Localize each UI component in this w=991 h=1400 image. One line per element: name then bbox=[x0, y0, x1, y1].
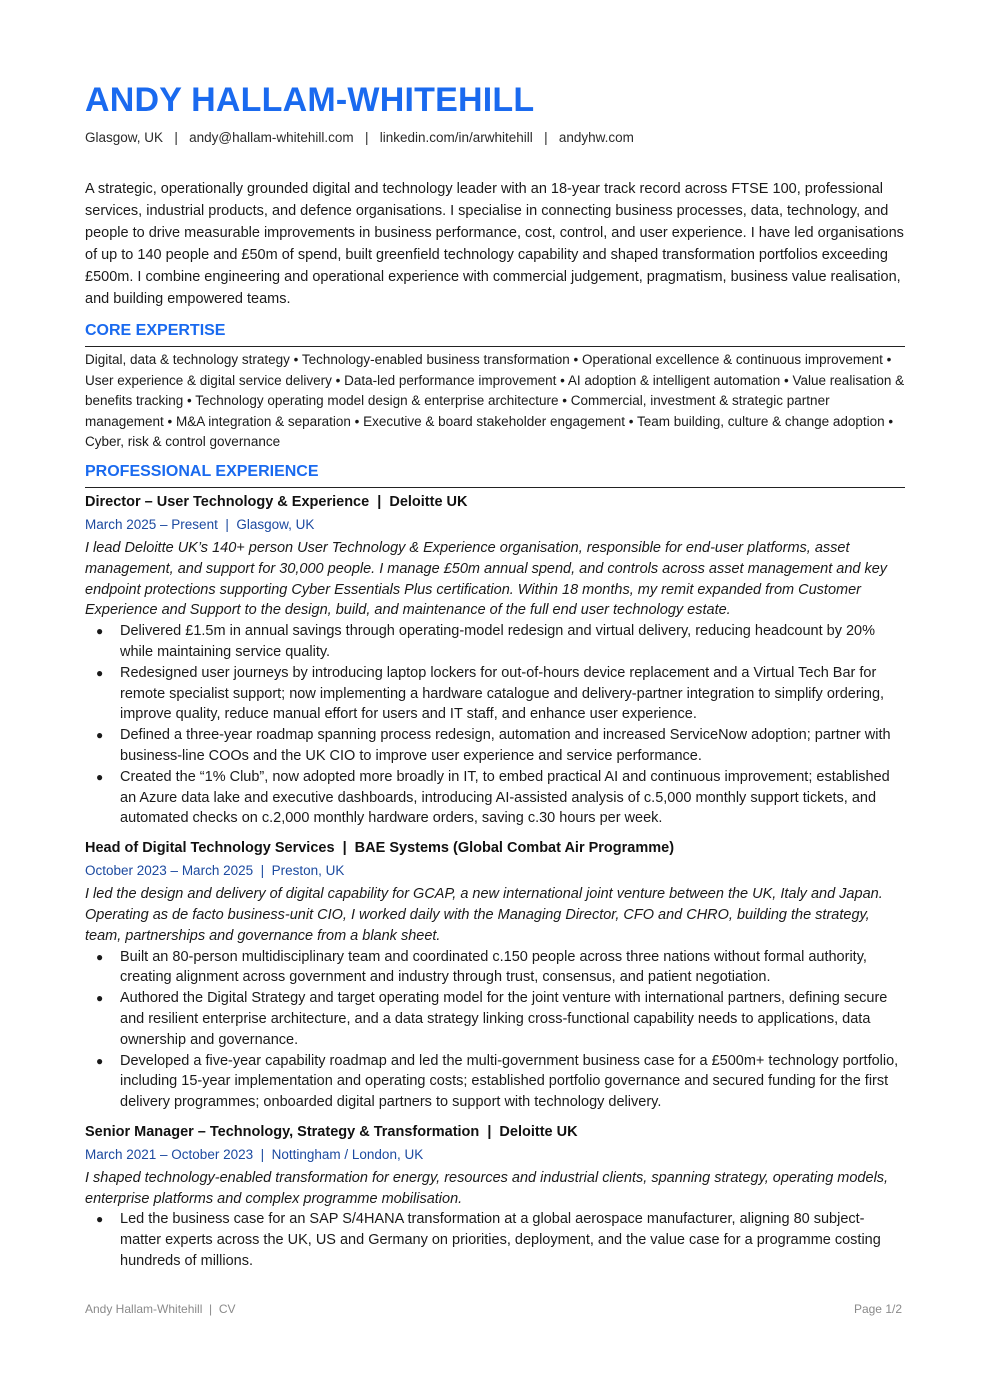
job-title: Director – User Technology & Experience | Deloitte UK bbox=[85, 493, 468, 510]
contact-separator: | bbox=[364, 130, 369, 145]
profile-summary: A strategic, operationally grounded digital and technology leader with an 18-year track record across FTSE 100, professional services, industrial products, and defence organisations. I specialise in connecting business processes, data, technology, and people to drive measurable improvements in business performance, cost, control, and user experience. I have led organisations of up to 140 people and £50m of spend, built greenfield technology capability and shaped transformation portfolios exceeding £500m. I combine engineering and operational experience with commercial judgement, pragmatism, business value realisation, and building empowered teams. bbox=[85, 181, 904, 307]
section-heading-core-expertise: CORE EXPERTISE bbox=[85, 320, 905, 347]
achievement-item: ● Led the business case for an SAP S/4HANA transformation at a global aerospace manufacturer, aligning 80 subject-matter experts across the UK, US and Germany on priorities, deployment, and the value case for a programme costing hundreds of millions. bbox=[96, 1211, 881, 1270]
contact-line bbox=[85, 129, 905, 147]
achievement-item: ● Authored the Digital Strategy and target operating model for the joint venture with international partners, defining secure and resilient enterprise architecture, and a data strategy linking cross-functional capability needs to applications, data ownership and governance. bbox=[96, 990, 888, 1048]
contact-email[interactable]: andy@hallam-whitehill.com bbox=[189, 130, 354, 145]
achievement-item: ● Redesigned user journeys by introducing laptop lockers for out-of-hours device replacement and a Virtual Tech Bar for remote specialist support; now implementing a hardware catalogue and delivery-partner integration to simplify ordering, improve quality, reduce manual effort for users and IT staff, and enhance user experience. bbox=[96, 664, 885, 723]
bullet-icon: ● bbox=[96, 769, 104, 784]
job-entry bbox=[85, 493, 905, 829]
job-summary: I shaped technology-enabled transformation for energy, resources and industrial clients, spanning strategy, operating models, enterprise platforms and complex programme mobilisation. bbox=[85, 1169, 889, 1207]
page-footer bbox=[85, 1302, 902, 1316]
footer-page-number: Page 1/2 bbox=[853, 1302, 902, 1316]
contact-linkedin[interactable]: linkedin.com/in/arwhitehill bbox=[379, 130, 533, 145]
achievement-item: ● Developed a five-year capability roadmap and led the multi-government business case for a £500m+ technology portfolio, including 15-year implementation and operating costs; established portfolio governance and secured funding for the first delivery programmes; onboarded digital partners to support with technology delivery. bbox=[96, 1052, 899, 1111]
job-dates-location: March 2025 – Present | Glasgow, UK bbox=[85, 516, 315, 532]
candidate-name: ANDY HALLAM-WHITEHILL bbox=[85, 81, 535, 119]
core-expertise-list: Digital, data & technology strategy • Technology-enabled business transformation • Operational excellence & continuous improvement • User experience & digital service delivery • Data-led performance improvement • AI adoption & intelligent automation • Value realisation & benefits tracking • Technology operating model design & enterprise architecture • Commercial, investment & strategic partner management • M&A integration & separation • Executive & board stakeholder engagement • Team building, culture & change adoption • Cyber, risk & control governance bbox=[85, 352, 905, 450]
job-achievements bbox=[85, 621, 905, 829]
contact-website[interactable]: andyhw.com bbox=[558, 130, 634, 145]
bullet-icon: ● bbox=[96, 991, 104, 1006]
job-dates-location: March 2021 – October 2023 | Nottingham / London, UK bbox=[85, 1146, 424, 1162]
achievement-item: ● Delivered £1.5m in annual savings through operating-model redesign and virtual delivery, reducing headcount by 20% while maintaining service quality. bbox=[96, 623, 875, 660]
bullet-icon: ● bbox=[96, 1053, 104, 1068]
bullet-icon: ● bbox=[96, 624, 104, 639]
footer-document-label: Andy Hallam-Whitehill | CV bbox=[85, 1302, 236, 1316]
job-summary: I lead Deloitte UK’s 140+ person User Technology & Experience organisation, responsible for end-user platforms, asset management, and support for 30,000 people. I manage £50m annual spend, and controls across asset management and key endpoint protections supporting Cyber Essentials Plus certification. Within 18 months, my remit expanded from Customer Experience and Support to the design, build, and maintenance of the full end user technology estate. bbox=[85, 539, 888, 619]
job-entry bbox=[85, 1123, 905, 1272]
achievement-item: ● Built an 80-person multidisciplinary team and coordinated c.150 people across three nations without formal authority, creating alignment across government and industry through trust, consensus, and patient negotiation. bbox=[96, 948, 867, 986]
contact-separator: | bbox=[544, 130, 548, 145]
job-title: Head of Digital Technology Services | BAE Systems (Global Combat Air Programme) bbox=[85, 840, 675, 857]
job-entry bbox=[85, 839, 905, 1113]
job-achievements bbox=[85, 1209, 905, 1271]
job-summary: I led the design and delivery of digital capability for GCAP, a new international joint venture between the UK, Italy and Japan. Operating as de facto business-unit CIO, I worked daily with the Managing Director, CFO and CHRO, building the strategy, team, partnerships and governance from a blank sheet. bbox=[85, 886, 883, 944]
contact-location: Glasgow, UK bbox=[85, 130, 164, 145]
job-achievements bbox=[85, 947, 905, 1113]
cv-content bbox=[85, 80, 905, 1272]
achievement-item: ● Created the “1% Club”, now adopted more broadly in IT, to embed practical AI and continuous improvement; established an Azure data lake and executive dashboards, introducing AI-assisted analysis of c.5,000 monthly support tickets, and automated checks on c.2,000 monthly hardware orders, saving c.30 hours per week. bbox=[96, 768, 890, 827]
contact-separator: | bbox=[174, 130, 178, 145]
bullet-icon: ● bbox=[96, 665, 104, 680]
achievement-item: ● Defined a three-year roadmap spanning process redesign, automation and increased ServiceNow adoption; partner with business-line COOs and the UK CIO to improve user experience and service performance. bbox=[96, 727, 891, 764]
bullet-icon: ● bbox=[96, 728, 104, 743]
section-heading-professional-experience: PROFESSIONAL EXPERIENCE bbox=[85, 461, 905, 488]
bullet-icon: ● bbox=[96, 949, 104, 964]
bullet-icon: ● bbox=[96, 1212, 104, 1227]
job-title: Senior Manager – Technology, Strategy & Transformation | Deloitte UK bbox=[85, 1123, 578, 1140]
job-dates-location: October 2023 – March 2025 | Preston, UK bbox=[85, 863, 345, 879]
